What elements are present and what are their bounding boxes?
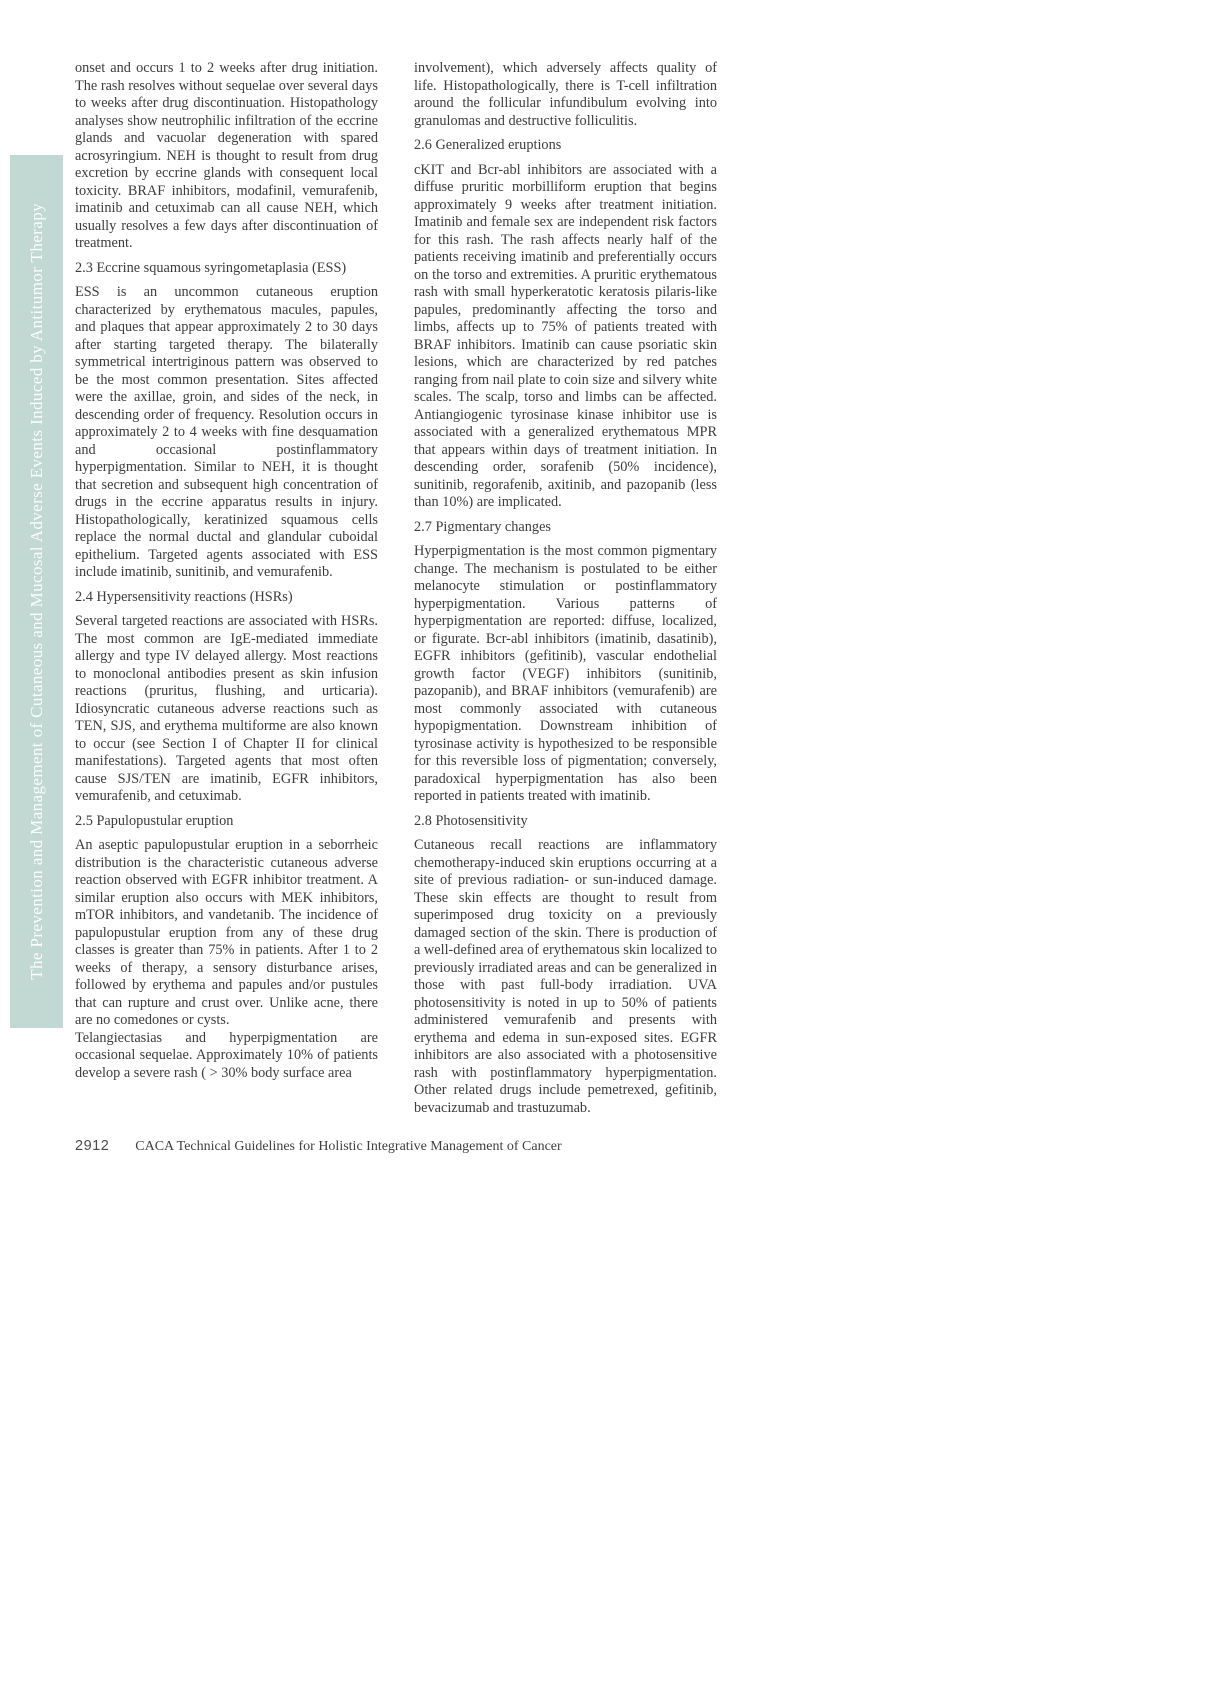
right-text-column <box>414 60 717 1117</box>
body-paragraph: An aseptic papulopustular eruption in a seborrheic distribution is the characteristic cutaneous adverse reaction observed with EGFR inhibitor treatment. A similar eruption also occurs with MEK inhibitors, mTOR inhibitors, and vandetanib. The incidence of papulopustular eruption from any of these drug classes is greater than 75% in patients. After 1 to 2 weeks of therapy, a sensory disturbance arises, followed by erythema and papules and/or pustules that can rupture and crust over. Unlike acne, there are no comedones or cysts. <box>75 837 378 1028</box>
section-heading: 2.3 Eccrine squamous syringometaplasia (ESS) <box>75 259 347 276</box>
body-paragraph: Several targeted reactions are associated with HSRs. The most common are IgE-mediated immediate allergy and type IV delayed allergy. Most reactions to monoclonal antibodies present as skin infusion reactions (pruritus, flushing, and urticaria). Idiosyncratic cutaneous adverse reactions such as TEN, SJS, and erythema multiforme are also known to occur (see Section I of Chapter II for clinical manifestations). Targeted agents that most often cause SJS/TEN are imatinib, EGFR inhibitors, vemurafenib, and cetuximab. <box>75 613 378 804</box>
section-heading: 2.4 Hypersensitivity reactions (HSRs) <box>75 588 293 605</box>
body-paragraph: involvement), which adversely affects quality of life. Histopathologically, there is T-cell infiltration around the follicular infundibulum evolving into granulomas and destructive folliculitis. <box>414 60 717 129</box>
section-heading: 2.6 Generalized eruptions <box>414 137 562 153</box>
chapter-sidebar-band <box>10 155 63 1028</box>
section-heading: 2.5 Papulopustular eruption <box>75 812 234 829</box>
page-footer <box>75 1138 562 1155</box>
body-paragraph: Hyperpigmentation is the most common pigmentary change. The mechanism is postulated to be either melanocyte stimulation or postinflammatory hyperpigmentation. Various patterns of hyperpigmentation are reported: diffuse, localized, or figurate. Bcr-abl inhibitors (imatinib, dasatinib), EGFR inhibitors (gefitinib), vascular endothelial growth factor (VEGF) inhibitors (sunitinib, pazopanib), and BRAF inhibitors (vemurafenib) are most commonly associated with cutaneous hypopigmentation. Downstream inhibition of tyrosinase activity is hypothesized to be responsible for this reversible loss of pigmentation; conversely, paradoxical hyperpigmentation has also been reported in patients treated with imatinib. <box>414 543 717 804</box>
body-paragraph: ESS is an uncommon cutaneous eruption characterized by erythematous macules, papules, and plaques that appear approximately 2 to 30 days after starting targeted therapy. The bilaterally symmetrical intertriginous pattern was observed to be the most common presentation. Sites affected were the axillae, groin, and sides of the neck, in descending order of frequency. Resolution occurs in approximately 2 to 4 weeks with fine desquamation and occasional postinflammatory hyperpigmentation. Similar to NEH, it is thought that secretion and subsequent high concentration of drugs in the eccrine apparatus results in injury. Histopathologically, keratinized squamous cells replace the normal ductal and glandular cuboidal epithelium. Targeted agents associated with ESS include imatinib, sunitinib, and vemurafenib. <box>75 284 378 580</box>
footer-book-title: CACA Technical Guidelines for Holistic Integrative Management of Cancer <box>135 1139 562 1154</box>
section-heading: 2.7 Pigmentary changes <box>414 518 551 535</box>
section-heading: 2.8 Photosensitivity <box>414 812 528 829</box>
body-paragraph: onset and occurs 1 to 2 weeks after drug initiation. The rash resolves without sequelae over several days to weeks after drug discontinuation. Histopathology analyses show neutrophilic infiltration of the eccrine glands and vacuolar degeneration with spared acrosyringium. NEH is thought to result from drug excretion by eccrine glands with consequent local toxicity. BRAF inhibitors, modafinil, vemurafenib, imatinib and cetuximab can all cause NEH, which usually resolves a few days after discontinuation of treatment. <box>75 60 378 251</box>
page-number: 2912 <box>75 1138 110 1154</box>
page-body-columns <box>75 60 717 1117</box>
left-text-column <box>75 60 378 1117</box>
chapter-title-vertical: The Prevention and Management of Cutaneous and Mucosal Adverse Events Induced by Antitumor Therapy <box>26 203 46 980</box>
body-paragraph: Telangiectasias and hyperpigmentation are occasional sequelae. Approximately 10% of patients develop a severe rash ( > 30% body surface area <box>75 1029 378 1081</box>
body-paragraph: cKIT and Bcr-abl inhibitors are associated with a diffuse pruritic morbilliform eruption that begins approximately 9 weeks after treatment initiation. Imatinib and female sex are independent risk factors for this rash. The rash affects nearly half of the patients receiving imatinib and preferentially occurs on the torso and extremities. A pruritic erythematous rash with small hyperkeratotic keratosis pilaris-like papules, predominantly affecting the torso and limbs, affects up to 75% of patients treated with BRAF inhibitors. Imatinib can cause psoriatic skin lesions, which are characterized by red patches ranging from nail plate to coin size and silvery white scales. The scalp, torso and limbs can be affected. Antiangiogenic tyrosinase kinase inhibitor use is associated with a generalized erythematous MPR that appears within days of treatment initiation. In descending order, sorafenib (50% incidence), sunitinib, regorafenib, axitinib, and pazopanib (less than 10%) are implicated. <box>414 161 717 510</box>
body-paragraph: Cutaneous recall reactions are inflammatory chemotherapy-induced skin eruptions occurring at a site of previous radiation- or sun-induced damage. These skin effects are thought to result from superimposed drug toxicity on a previously damaged section of the skin. There is production of a well-defined area of erythematous skin localized to previously irradiated areas and can be generalized in those with past full-body irradiation. UVA photosensitivity is noted in up to 50% of patients administered vemurafenib and presents with erythema and edema in sun-exposed sites. EGFR inhibitors are also associated with a photosensitive rash with postinflammatory hyperpigmentation. Other related drugs include pemetrexed, gefitinib, bevacizumab and trastuzumab. <box>414 837 717 1116</box>
